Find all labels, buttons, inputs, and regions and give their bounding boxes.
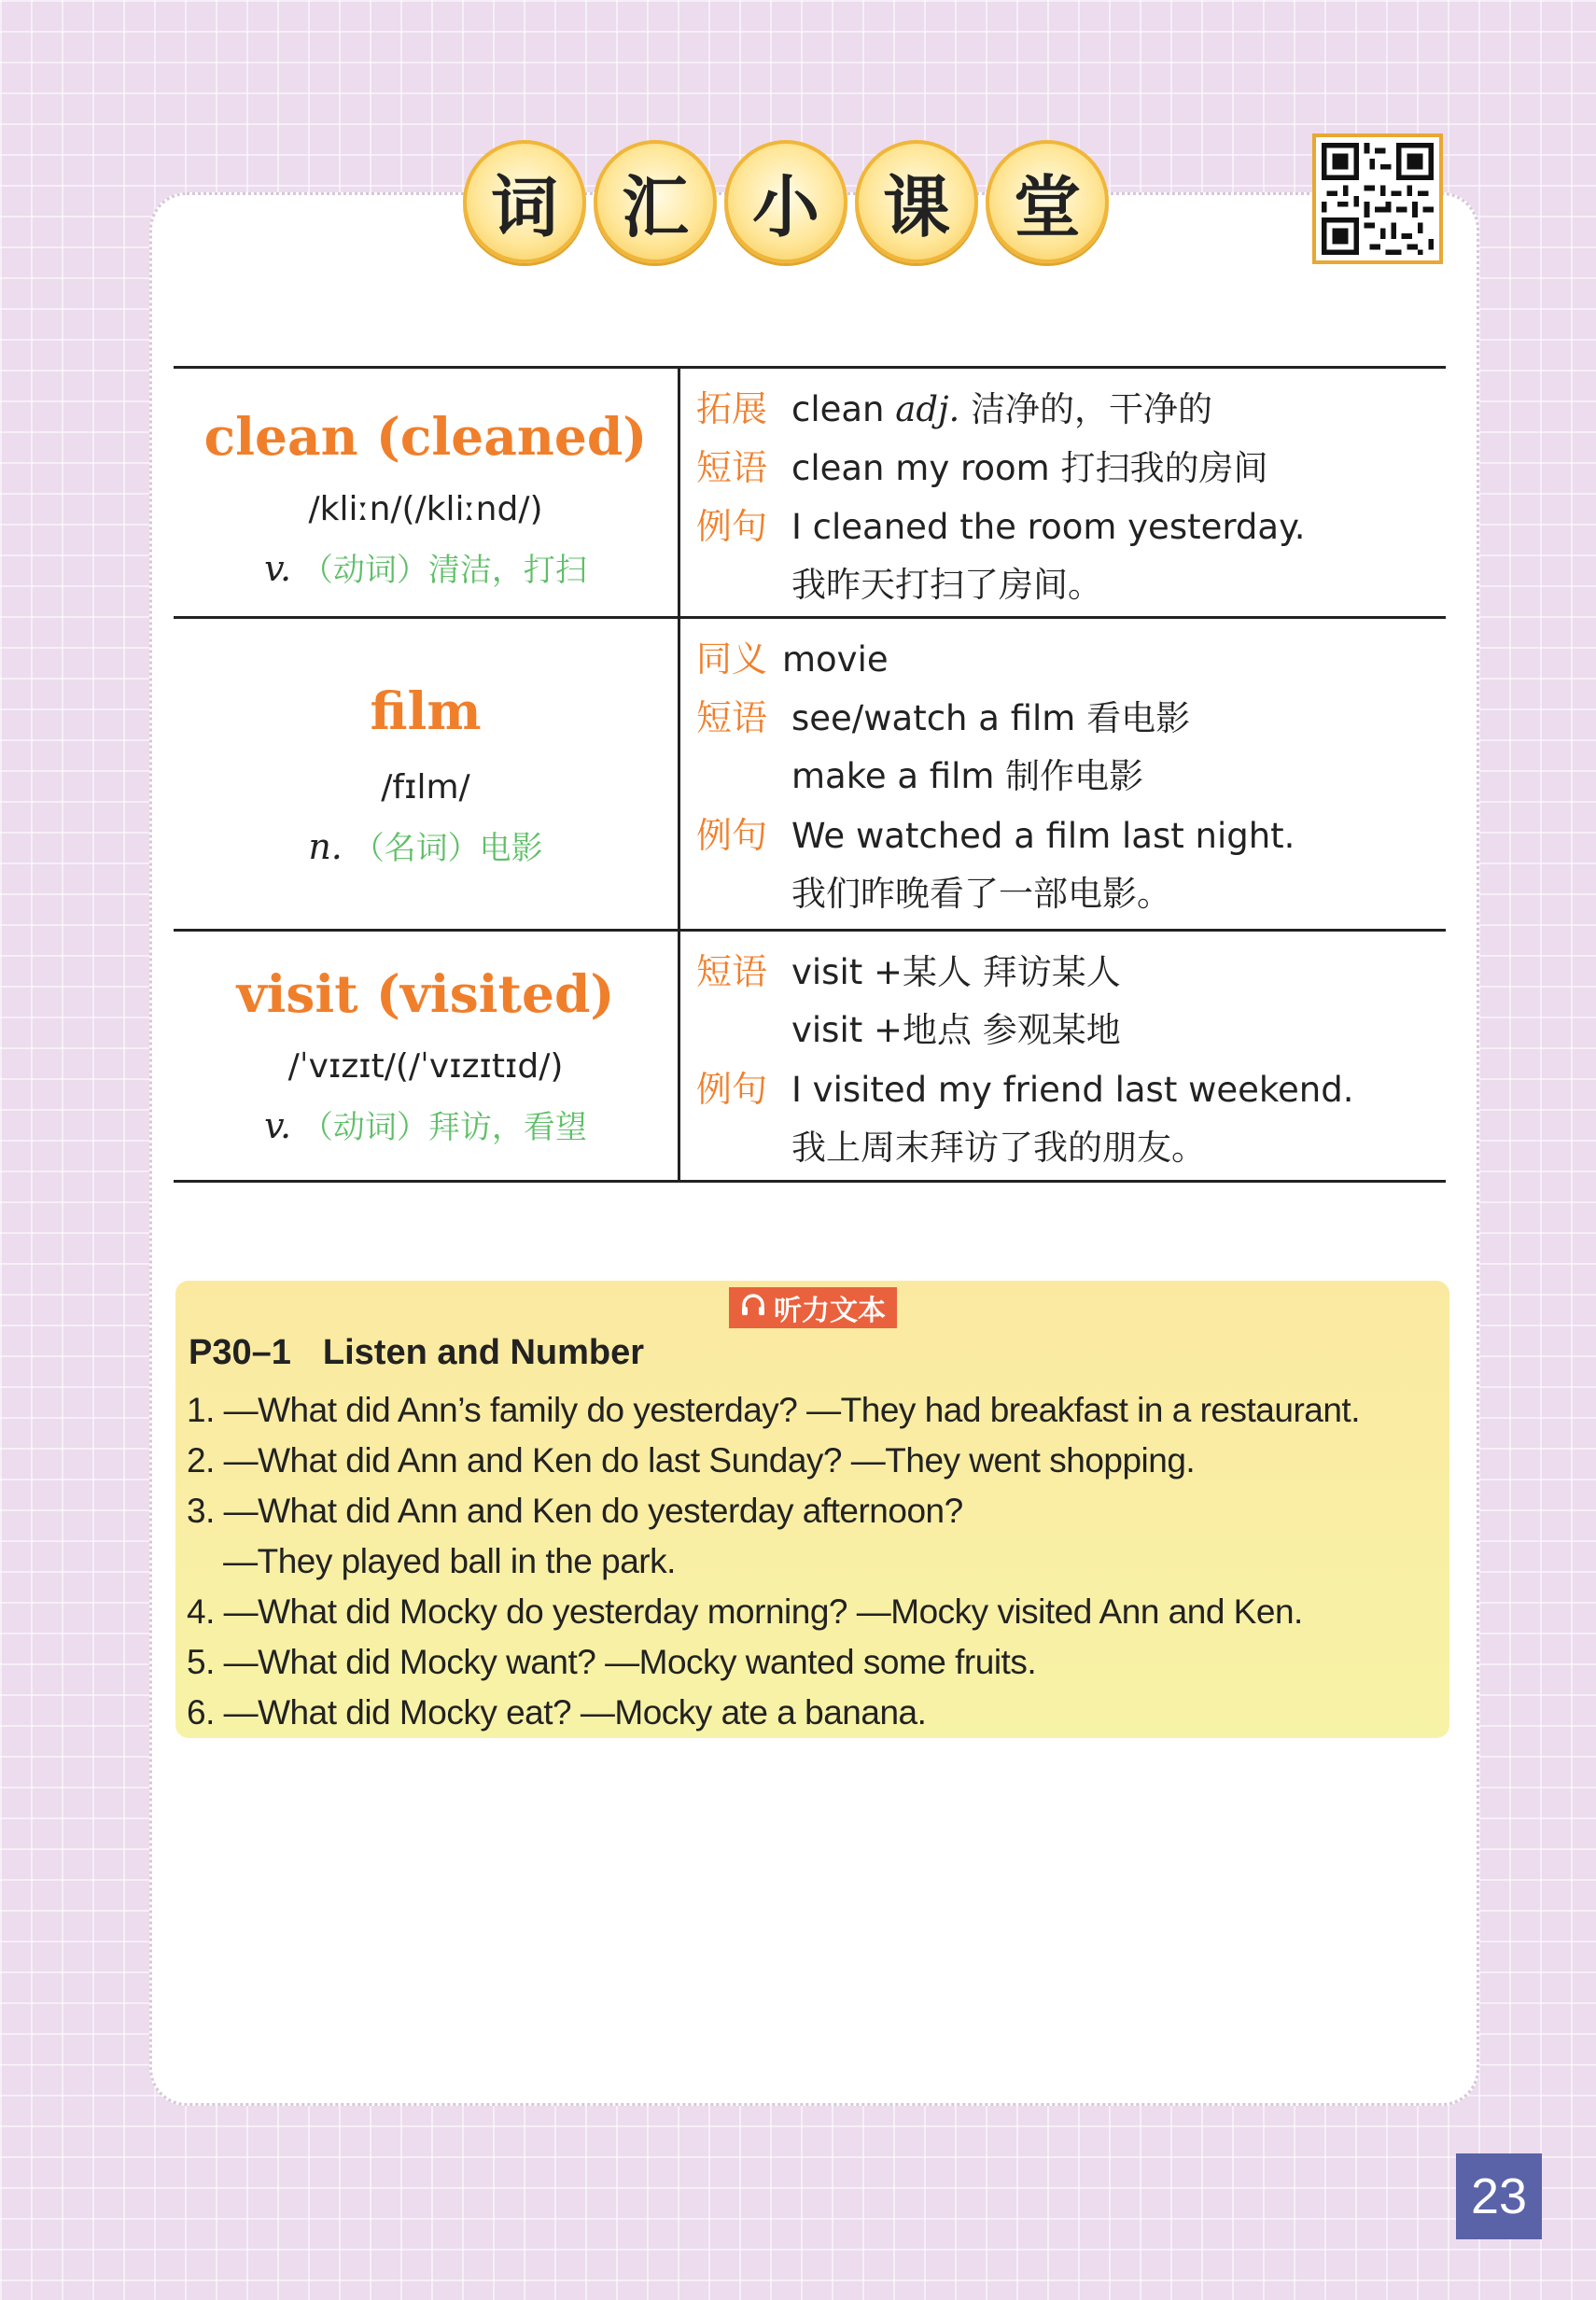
detail-tag: 同义 — [696, 638, 768, 680]
title-char: 小 — [724, 140, 847, 263]
page-number: 23 — [1456, 2153, 1542, 2239]
listening-title — [189, 1333, 644, 1373]
detail-line — [696, 689, 1190, 740]
vocab-row — [174, 929, 1446, 1183]
listening-line: 5. —What did Mocky want? —Mocky wanted some fruits. — [187, 1643, 1037, 1681]
detail-text: visit +地点 参观某地 — [791, 1010, 1121, 1050]
vocab-phonetic: /fɪlm/ — [381, 768, 470, 806]
detail-tag: 例句 — [696, 1069, 768, 1110]
detail-line — [696, 1002, 1121, 1052]
detail-tag: 短语 — [696, 447, 768, 488]
detail-text: clean — [791, 389, 896, 429]
detail-line — [696, 439, 1267, 490]
vocab-pos — [174, 822, 678, 868]
pos-abbr: v. — [264, 548, 292, 589]
listening-line: 4. —What did Mocky do yesterday morning? —Mocky visited Ann and Ken. — [187, 1592, 1303, 1631]
title-char: 课 — [855, 140, 978, 263]
listening-line: 6. —What did Mocky eat? —Mocky ate a banana. — [187, 1693, 927, 1732]
pos-abbr: n. — [308, 826, 343, 867]
listening-box — [175, 1281, 1449, 1738]
detail-text: I cleaned the room yesterday. — [791, 507, 1306, 547]
listening-title-text: Listen and Number — [322, 1333, 645, 1372]
detail-line — [696, 380, 1212, 431]
detail-line — [696, 556, 1102, 607]
qr-code-icon[interactable] — [1312, 133, 1443, 264]
headphones-icon — [740, 1292, 766, 1325]
listening-code: P30–1 — [189, 1333, 291, 1372]
listening-badge-label: 听力文本 — [774, 1295, 886, 1327]
pos-meaning: （动词）拜访，看望 — [301, 1109, 587, 1146]
detail-text: see/watch a film 看电影 — [791, 698, 1191, 738]
detail-tag: 例句 — [696, 506, 768, 547]
listening-line: —They played ball in the park. — [187, 1542, 676, 1580]
listening-line: 2. —What did Ann and Ken do last Sunday? —They went shopping. — [187, 1441, 1196, 1480]
vocab-pos — [174, 1101, 678, 1147]
vocab-detail-cell — [696, 932, 1446, 1180]
detail-text: 我上周末拜访了我的朋友。 — [791, 1128, 1206, 1168]
detail-text: clean my room 打扫我的房间 — [791, 448, 1268, 488]
detail-text: 洁净的，干净的 — [959, 389, 1213, 429]
listening-line: 1. —What did Ann’s family do yesterday? —They had breakfast in a restaurant. — [187, 1391, 1360, 1429]
detail-tag: 短语 — [696, 951, 768, 992]
vocab-word: film — [370, 680, 482, 741]
detail-text: visit +某人 拜访某人 — [791, 952, 1121, 992]
detail-tag: 例句 — [696, 815, 768, 856]
detail-text: movie — [782, 639, 889, 680]
vocab-word-cell — [174, 619, 680, 938]
detail-line — [696, 1119, 1206, 1170]
title-char: 汇 — [594, 140, 717, 263]
detail-text-italic: adj. — [895, 389, 960, 429]
vocab-word-cell — [174, 932, 680, 1180]
vocab-word: visit (visited) — [236, 963, 615, 1024]
detail-text: 我们昨晚看了一部电影。 — [791, 874, 1171, 914]
detail-tag: 短语 — [696, 697, 768, 738]
section-title — [463, 140, 1116, 271]
listening-line: 3. —What did Ann and Ken do yesterday afternoon? — [187, 1492, 963, 1530]
detail-tag: 拓展 — [696, 388, 768, 429]
detail-line — [696, 1060, 1353, 1112]
detail-line — [696, 943, 1121, 994]
detail-text: I visited my friend last weekend. — [791, 1070, 1354, 1110]
vocab-row — [174, 366, 1446, 625]
vocab-pos — [174, 544, 678, 590]
detail-line — [696, 498, 1305, 549]
detail-line — [696, 748, 1143, 798]
vocab-phonetic: /kliːn/(/kliːnd/) — [308, 490, 543, 528]
vocab-phonetic: /ˈvɪzɪt/(/ˈvɪzɪtɪd/) — [287, 1047, 564, 1086]
listening-badge[interactable] — [729, 1287, 897, 1328]
detail-text: We watched a film last night. — [791, 816, 1295, 856]
vocab-word: clean (cleaned) — [203, 406, 648, 467]
pos-meaning: （动词）清洁，打扫 — [301, 552, 587, 589]
title-char: 词 — [463, 140, 586, 263]
pos-meaning: （名词）电影 — [352, 830, 543, 867]
vocab-detail-cell — [696, 369, 1446, 625]
detail-text: 我昨天打扫了房间。 — [791, 565, 1102, 605]
vocab-detail-cell — [696, 619, 1446, 938]
detail-text: make a film 制作电影 — [791, 756, 1144, 796]
detail-line — [696, 865, 1171, 916]
vocab-row — [174, 616, 1446, 938]
title-char: 堂 — [986, 140, 1109, 263]
detail-line — [696, 806, 1295, 858]
pos-abbr: v. — [264, 1105, 292, 1146]
detail-line — [696, 630, 889, 681]
vocab-word-cell — [174, 369, 680, 625]
